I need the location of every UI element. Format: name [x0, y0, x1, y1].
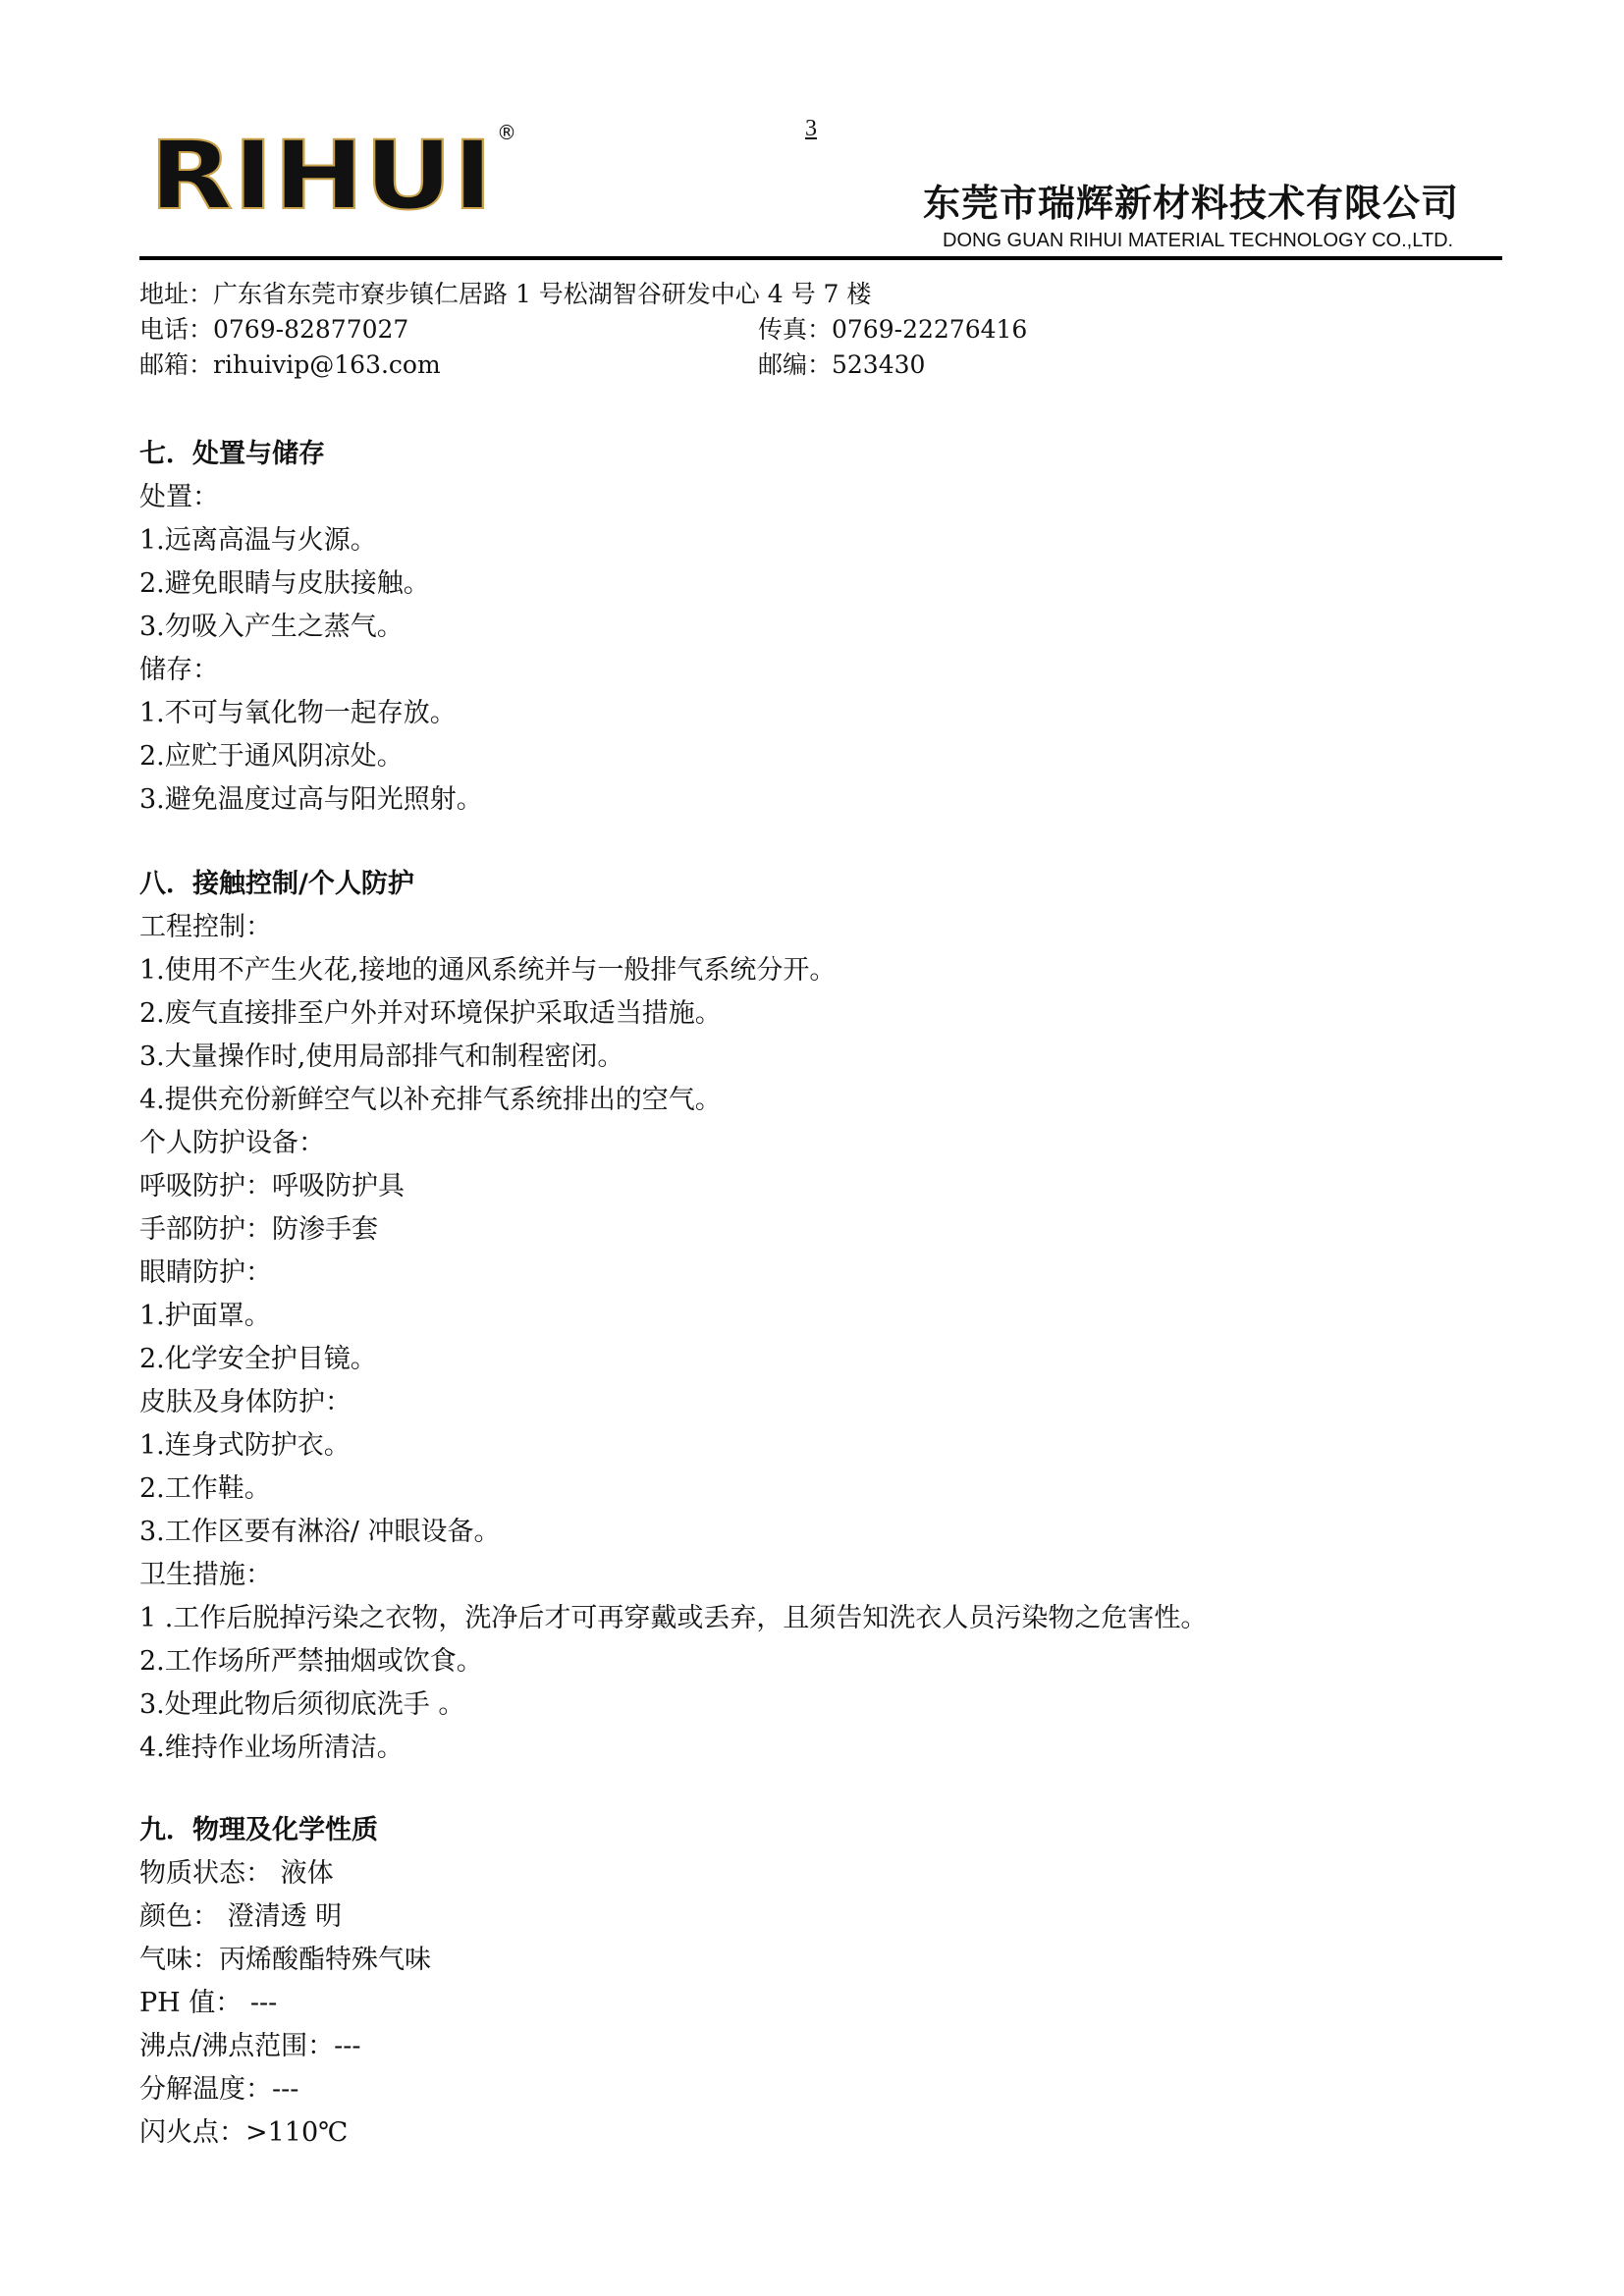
- boiling-point: 沸点/沸点范围：---: [139, 2031, 361, 2061]
- odor-property: 气味：丙烯酸酯特殊气味: [139, 1945, 431, 1975]
- storage-item: 2.应贮于通风阴凉处。: [139, 741, 404, 772]
- engineering-item: 4.提供充份新鲜空气以补充排气系统排出的空气。: [139, 1085, 722, 1115]
- hygiene-item: 2.工作场所严禁抽烟或饮食。: [139, 1646, 483, 1677]
- hygiene-item: 4.维持作业场所清洁。: [139, 1733, 404, 1763]
- company-logo: [147, 118, 540, 226]
- color-property: 颜色： 澄清透 明: [139, 1901, 343, 1932]
- skin-protection-label: 皮肤及身体防护：: [139, 1387, 352, 1417]
- skin-protection-item: 2.工作鞋。: [139, 1473, 271, 1504]
- fax: 传真：0769-22276416: [758, 315, 1028, 344]
- eye-protection-item: 1.护面罩。: [139, 1301, 271, 1331]
- eye-protection-item: 2.化学安全护目镜。: [139, 1344, 377, 1374]
- hygiene-label: 卫生措施：: [139, 1560, 272, 1590]
- engineering-label: 工程控制：: [139, 912, 272, 942]
- physical-state: 物质状态： 液体: [139, 1858, 334, 1889]
- company-name-cn: 东莞市瑞辉新材料技术有限公司: [923, 182, 1460, 225]
- hygiene-item: 3.处理此物后须彻底洗手 。: [139, 1689, 465, 1720]
- storage-label: 储存：: [139, 655, 219, 685]
- phone: 电话：0769-82877027: [139, 315, 409, 344]
- handling-item: 3.勿吸入产生之蒸气。: [139, 612, 404, 642]
- skin-protection-item: 1.连身式防护衣。: [139, 1430, 351, 1461]
- handling-item: 1.远离高温与火源。: [139, 525, 377, 556]
- skin-protection-item: 3.工作区要有淋浴/ 冲眼设备。: [139, 1517, 501, 1547]
- engineering-item: 3.大量操作时,使用局部排气和制程密闭。: [139, 1041, 624, 1072]
- postcode: 邮编：523430: [758, 350, 926, 379]
- hand-protection: 手部防护：防渗手套: [139, 1214, 378, 1245]
- decomposition-temperature: 分解温度：---: [139, 2074, 299, 2105]
- section-8-title: 八．接触控制/个人防护: [139, 869, 414, 899]
- section-9-title: 九．物理及化学性质: [139, 1815, 378, 1845]
- handling-item: 2.避免眼睛与皮肤接触。: [139, 568, 430, 599]
- respiratory-protection: 呼吸防护：呼吸防护具: [139, 1171, 405, 1201]
- section-7-title: 七．处置与储存: [139, 439, 325, 469]
- registered-mark: ®: [497, 121, 516, 144]
- header-divider: [139, 256, 1502, 260]
- page-number: 3: [805, 116, 817, 141]
- ph-property: PH 值： ---: [139, 1988, 278, 2018]
- hygiene-item: 1 .工作后脱掉污染之衣物，洗净后才可再穿戴或丢弃，且须告知洗衣人员污染物之危害性。: [139, 1603, 1208, 1633]
- company-name-en: DONG GUAN RIHUI MATERIAL TECHNOLOGY CO.,LTD.: [943, 230, 1454, 251]
- eye-protection-label: 眼睛防护：: [139, 1257, 272, 1288]
- storage-item: 1.不可与氧化物一起存放。: [139, 698, 457, 728]
- address: 地址：广东省东莞市寮步镇仁居路 1 号松湖智谷研发中心 4 号 7 楼: [139, 280, 872, 308]
- ppe-label: 个人防护设备：: [139, 1128, 325, 1158]
- flash-point: 闪火点：>110℃: [139, 2117, 349, 2148]
- storage-item: 3.避免温度过高与阳光照射。: [139, 784, 483, 815]
- logo-wordmark: RIHUI: [149, 121, 493, 226]
- engineering-item: 1.使用不产生火花,接地的通风系统并与一般排气系统分开。: [139, 955, 837, 986]
- engineering-item: 2.废气直接排至户外并对环境保护采取适当措施。: [139, 998, 722, 1029]
- email: 邮箱：rihuivip@163.com: [139, 350, 441, 379]
- handling-label: 处置：: [139, 482, 219, 512]
